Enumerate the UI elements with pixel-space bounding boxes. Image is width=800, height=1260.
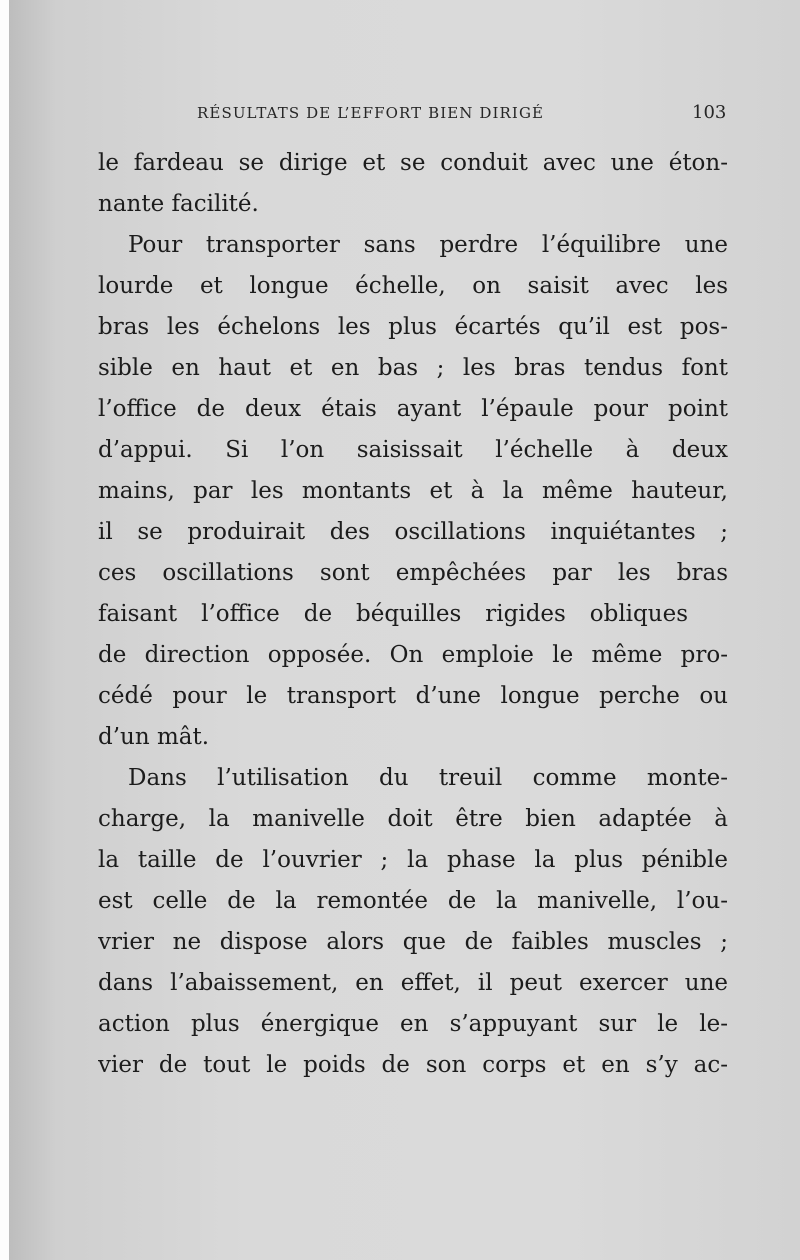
page-number: 103 — [692, 102, 727, 123]
text-line: bras les échelons les plus écartés qu’il est pos- — [98, 314, 728, 340]
text-line: Pour transporter sans perdre l’équilibre une — [128, 232, 728, 258]
text-line: action plus énergique en s’appuyant sur le le- — [98, 1011, 728, 1037]
body-text — [98, 143, 728, 1086]
text-line: dans l’abaissement, en effet, il peut exercer une — [98, 970, 728, 996]
text-line: l’office de deux étais ayant l’épaule pour point — [98, 396, 728, 422]
text-line: charge, la manivelle doit être bien adaptée à — [98, 806, 728, 832]
running-head: RÉSULTATS DE L’EFFORT BIEN DIRIGÉ — [197, 104, 545, 122]
text-line: nante facilité. — [98, 191, 259, 217]
text-line: mains, par les montants et à la même hauteur, — [98, 478, 728, 504]
text-line: d’un mât. — [98, 724, 210, 750]
text-line: est celle de la remontée de la manivelle, l’ou- — [98, 888, 728, 914]
text-line: sible en haut et en bas ; les bras tendus font — [98, 355, 728, 381]
text-line: vrier ne dispose alors que de faibles muscles ; — [98, 929, 728, 955]
text-line: lourde et longue échelle, on saisit avec les — [98, 273, 728, 299]
text-line: de direction opposée. On emploie le même pro- — [98, 642, 728, 668]
page-header — [9, 92, 800, 128]
text-line: la taille de l’ouvrier ; la phase la plus pénible — [98, 847, 728, 873]
text-line: il se produirait des oscillations inquiétantes ; — [98, 519, 728, 545]
text-line: le fardeau se dirige et se conduit avec une éton- — [98, 150, 728, 176]
text-line: vier de tout le poids de son corps et en s’y ac- — [98, 1052, 728, 1078]
text-line: cédé pour le transport d’une longue perche ou — [98, 683, 728, 709]
text-line: Dans l’utilisation du treuil comme monte- — [128, 765, 728, 791]
text-line: faisant l’office de béquilles rigides obliques — [98, 601, 688, 627]
text-line: d’appui. Si l’on saisissait l’échelle à deux — [98, 437, 728, 463]
text-line: ces oscillations sont empêchées par les bras — [98, 560, 728, 586]
